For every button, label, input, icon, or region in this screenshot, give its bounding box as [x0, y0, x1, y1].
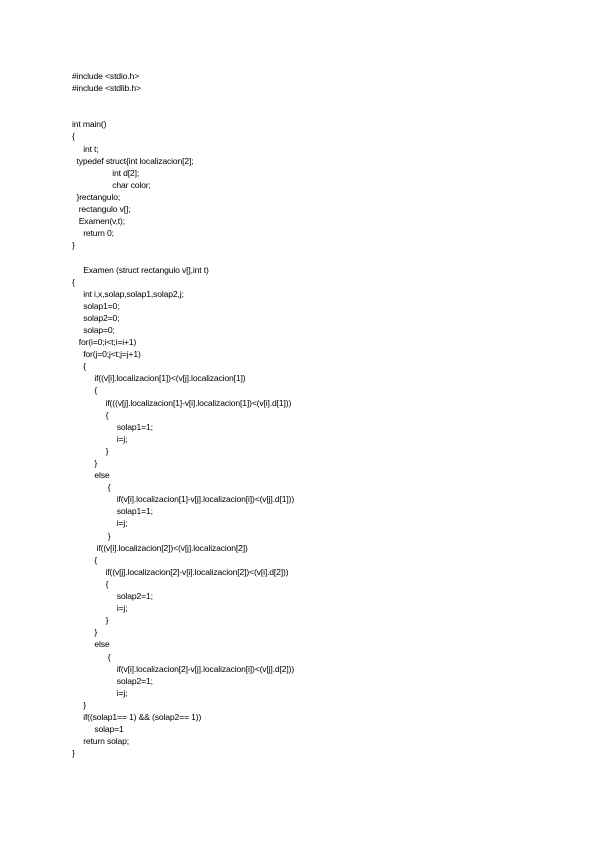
code-line: int main(): [72, 119, 107, 130]
code-line: #include <stdio.h>: [72, 71, 140, 81]
code-line: else: [72, 639, 110, 650]
code-line: [72, 106, 552, 118]
code-line: {: [72, 651, 111, 662]
code-line: {: [72, 409, 109, 420]
code-line: int t;: [72, 143, 99, 154]
code-line: }: [72, 627, 98, 638]
code-line: char color;: [72, 179, 151, 190]
code-line: #include <stdlib.h>: [72, 83, 141, 94]
code-line: }: [72, 240, 75, 251]
code-line: if((v[i].localizacion[1])<(v[j].localizacion[1]): [72, 373, 246, 384]
code-line: for(i=0;i<t;i=i+1): [72, 337, 137, 348]
code-line: {: [72, 578, 109, 589]
code-line: solap2=0;: [72, 312, 120, 323]
code-line: solap=1: [72, 724, 124, 735]
code-line: i=j;: [72, 518, 128, 529]
code-line: }rectangulo;: [72, 191, 121, 202]
code-line: for(j=0;j<t;j=j+1): [72, 349, 141, 360]
code-line: solap=0;: [72, 324, 115, 335]
code-line: [72, 94, 552, 106]
code-line: }: [72, 530, 111, 541]
code-line: rectangulo v[];: [72, 204, 131, 215]
code-line: {: [72, 276, 75, 287]
code-line: }: [72, 615, 109, 626]
code-line: return 0;: [72, 228, 114, 239]
code-line: }: [72, 748, 75, 759]
code-line: {: [72, 131, 75, 142]
code-line: i=j;: [72, 433, 128, 444]
code-line: {: [72, 554, 98, 565]
code-line: if(v[i].localizacion[2]-v[j].localizacion[i])<(v[j].d[2])): [72, 663, 295, 674]
code-line: solap1=0;: [72, 300, 120, 311]
code-line: }: [72, 445, 109, 456]
code-line: if((v[j].localizacion[2]-v[i].localizacion[2])<(v[i].d[2])): [72, 566, 289, 577]
code-line: Examen (struct rectangulo v[],int t): [72, 264, 209, 275]
code-line: if(v[i].localizacion[1]-v[j].localizacion[i])<(v[j].d[1])): [72, 494, 295, 505]
code-line: {: [72, 385, 98, 396]
code-line: {: [72, 361, 86, 372]
code-line: Examen(v,t);: [72, 216, 125, 227]
code-line: return solap;: [72, 736, 130, 747]
code-line: }: [72, 699, 86, 710]
code-line: int i,x,solap,solap1,solap2,j;: [72, 288, 184, 299]
code-line: solap2=1;: [72, 591, 153, 602]
code-line: i=j;: [72, 603, 128, 614]
code-line: if((v[i].localizacion[2])<(v[j].localizacion[2]): [72, 542, 248, 553]
code-line: }: [72, 458, 98, 468]
code-line: typedef struct{int localizacion[2];: [72, 155, 194, 166]
code-line: if((solap1== 1) && (solap2== 1)): [72, 711, 202, 722]
code-line: int d[2];: [72, 167, 140, 178]
code-line: solap1=1;: [72, 506, 153, 517]
code-line: else: [72, 470, 110, 481]
code-line: {: [72, 482, 111, 493]
code-block: [72, 70, 552, 759]
code-line: i=j;: [72, 687, 128, 698]
code-line: solap2=1;: [72, 675, 153, 686]
code-line: solap1=1;: [72, 421, 153, 432]
code-line: [72, 251, 552, 263]
code-line: if(((v[j].localizacion[1]-v[i].localizacion[1])<(v[i].d[1])): [72, 397, 292, 408]
